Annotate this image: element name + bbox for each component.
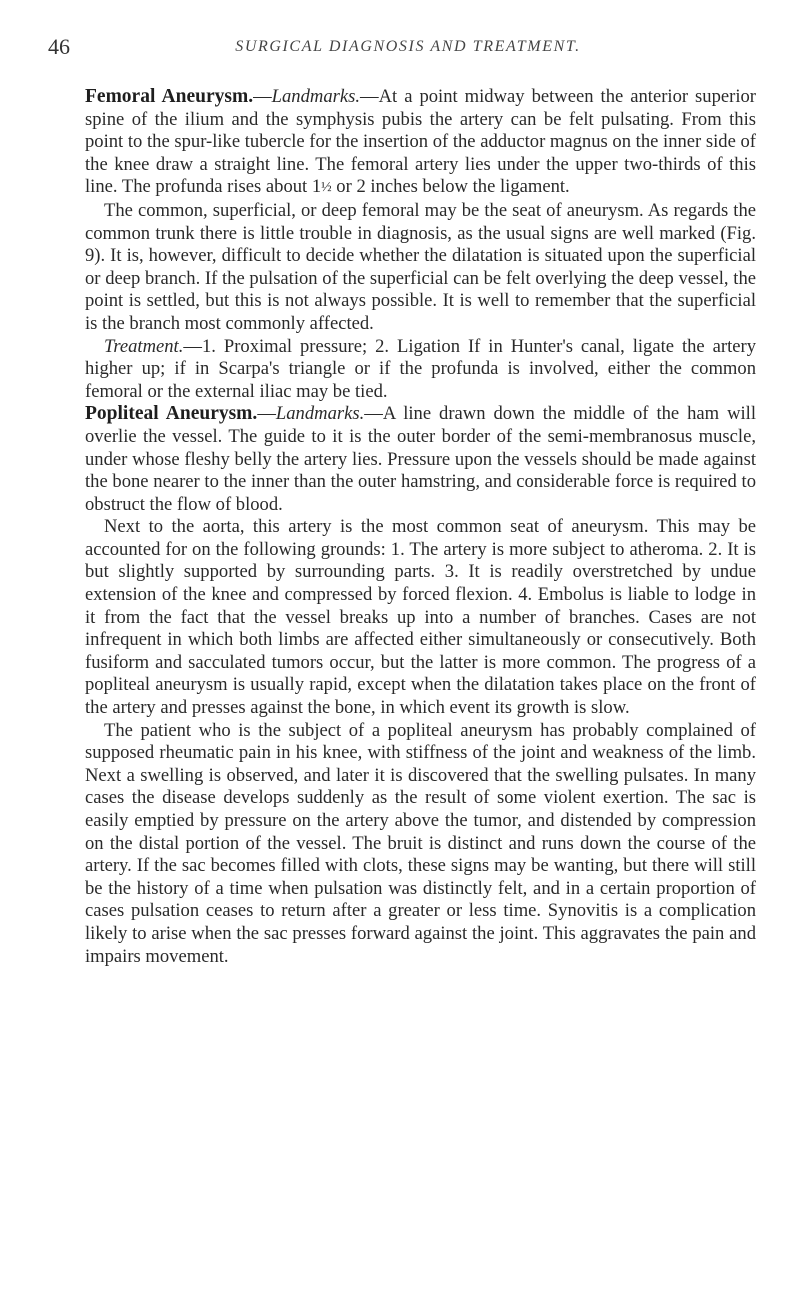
femoral-landmarks-paragraph xyxy=(85,86,756,200)
running-head xyxy=(48,34,768,64)
femoral-aneurysm-heading: Femoral Aneurysm. xyxy=(85,86,254,107)
femoral-landmarks-text-b: or 2 inches below the ligament. xyxy=(331,176,570,198)
femoral-treatment-text: —1. Proximal pressure; 2. Ligation If in Hunter's canal, ligate the artery higher up; if in Scarpa's triangle or if the profunda is involved, either the common femoral or the external iliac may be tied. xyxy=(85,335,756,402)
femoral-paragraph-2: The common, superficial, or deep femoral may be the seat of aneurysm. As regards the common trunk there is little trouble in diagnosis, as the usual signs are well marked (Fig. 9). It is, however, difficult to decide whether the dilatation is situated upon the superficial or deep branch. If the pulsation of the superficial can be felt overlying the deep vessel, the point is settled, but this is not always possible. It is well to remember that the superficial is the branch most commonly affected. xyxy=(85,199,756,334)
popliteal-aneurysm-heading: Popliteal Aneurysm. xyxy=(85,403,258,425)
femoral-treatment-label: Treatment. xyxy=(104,335,184,357)
femoral-landmarks-label: Landmarks. xyxy=(271,86,361,107)
popliteal-landmarks-label: Landmarks. xyxy=(275,403,365,425)
body-text xyxy=(85,86,756,968)
femoral-treatment-paragraph xyxy=(85,336,756,404)
femoral-landmarks-fraction: ½ xyxy=(321,180,332,196)
popliteal-paragraph-2: Next to the aorta, this artery is the most common seat of aneurysm. This may be accounted for on the following grounds: 1. The artery is more subject to atheroma. 2. It is but slightly supported by surrounding parts. 3. It is readily overstretched by undue extension of the knee and compressed by forced flexion. 4. Embolus is liable to lodge in it from the fact that the vessel breaks up into a number of branches. Cases are not infrequent in which both limbs are affected either simultaneously or consecutively. Both fusiform and sacculated tumors occur, but the latter is more common. The progress of a popliteal aneurysm is usually rapid, except when the dilatation takes place on the front of the artery and presses against the bone, in which event its growth is slow. xyxy=(85,516,756,719)
running-title: SURGICAL DIAGNOSIS AND TREATMENT. xyxy=(235,38,581,55)
page-number: 46 xyxy=(48,34,70,59)
landmarks-dash-2: — xyxy=(257,403,276,425)
popliteal-landmarks-text: —A line drawn down the middle of the ham will overlie the vessel. The guide to it is the outer border of the semi-membranosus muscle, under whose fleshy belly the artery lies. Pressure upon the vessels should be made against the bone nearer to the inner than the outer hamstring, and considerable force is required to obstruct the flow of blood. xyxy=(85,403,757,515)
landmarks-dash: — xyxy=(253,86,272,107)
popliteal-paragraph-3: The patient who is the subject of a popliteal aneurysm has probably complained of supposed rheumatic pain in his knee, with stiffness of the joint and weakness of the limb. Next a swelling is observed, and later it is discovered that the swelling pulsates. In many cases the disease develops suddenly as the result of some violent exertion. The sac is easily emptied by pressure on the artery above the tumor, and distended by compression on the distal portion of the vessel. The bruit is distinct and runs down the course of the artery. If the sac becomes filled with clots, these signs may be wanting, but there will still be the history of a time when pulsation was distinctly felt, and in a certain proportion of cases pulsation ceases to return after a greater or less time. Synovitis is a complication likely to arise when the sac presses forward against the joint. This aggravates the pain and impairs movement. xyxy=(85,719,756,967)
popliteal-landmarks-paragraph xyxy=(85,403,756,516)
femoral-landmarks-text-a: —At a point midway between the anterior superior spine of the ilium and the symphysis pubis the artery can be felt pulsating. From this point to the spur-like tubercle for the insertion of the adductor magnus on the inner side of the knee draw a straight line. The femoral artery lies under the upper two-thirds of this line. The profunda rises about 1 xyxy=(85,86,756,198)
